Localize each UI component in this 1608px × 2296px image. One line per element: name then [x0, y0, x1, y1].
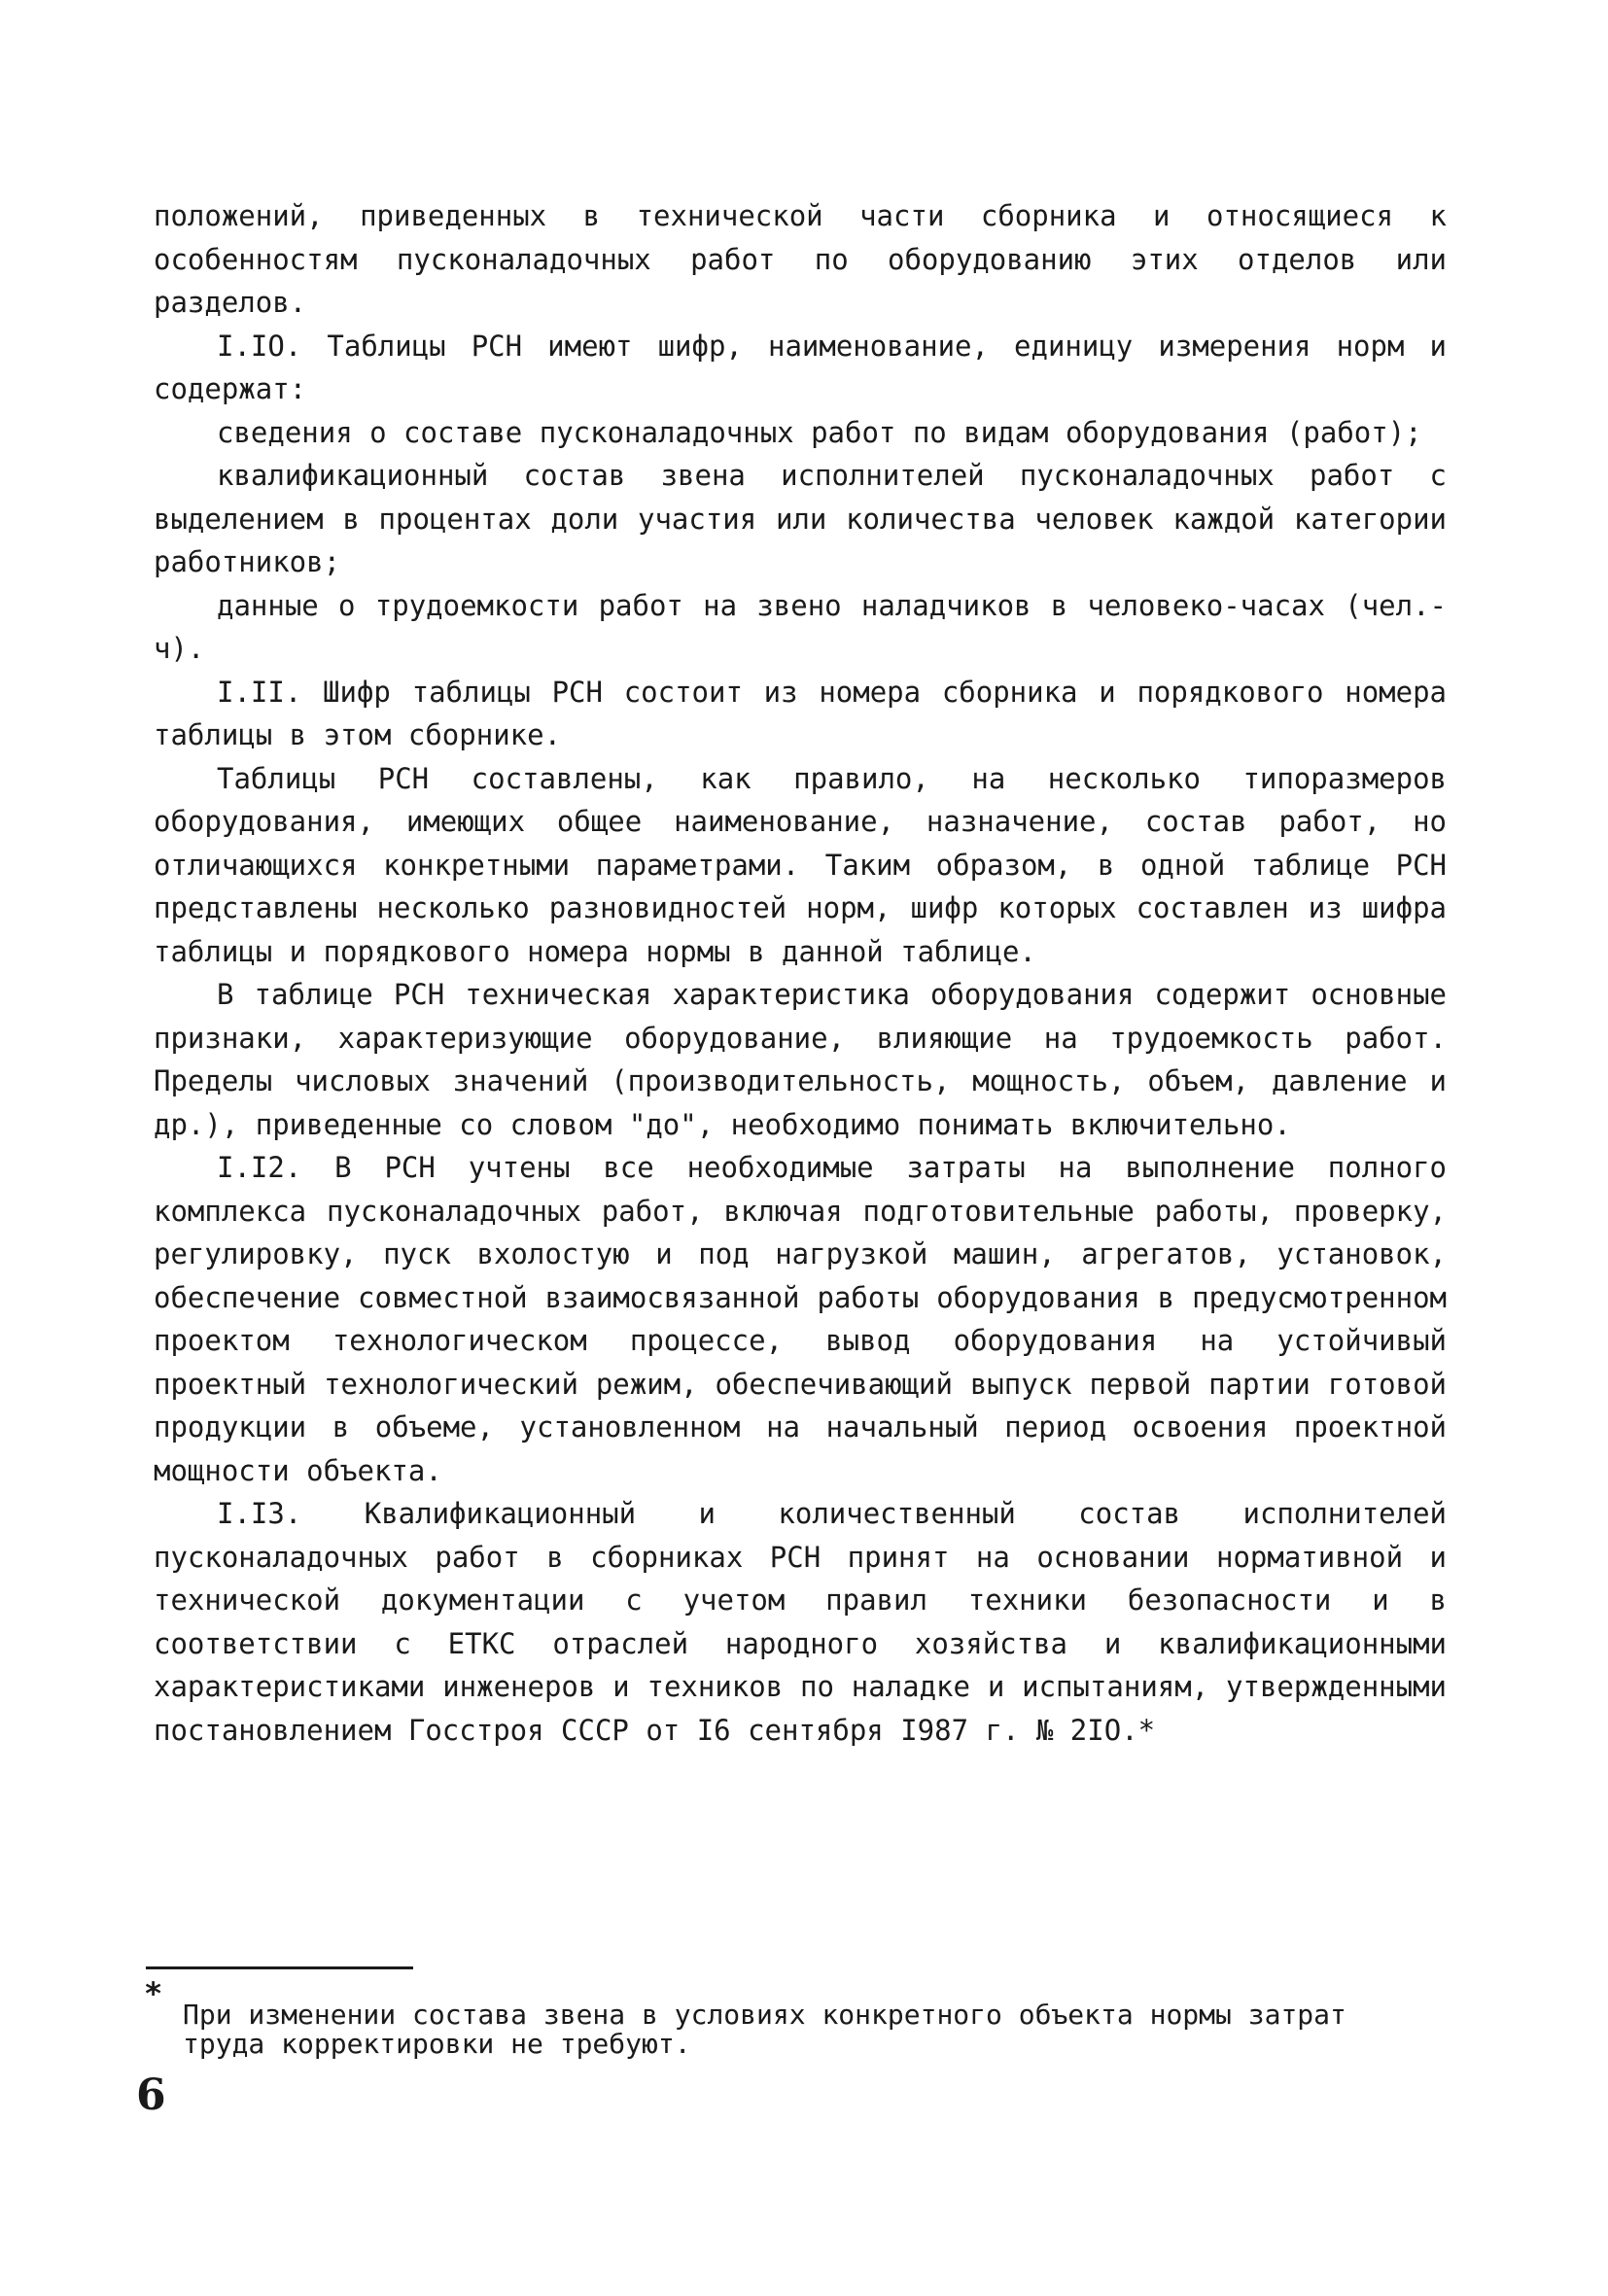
paragraph-p5: данные о трудоемкости работ на звено наладчиков в человеко-часах (чел.-ч).: [154, 588, 1447, 665]
footnote-divider: [146, 1966, 413, 1969]
body-text: [154, 194, 1447, 1752]
paragraph-p2: I.IO. Таблицы РСН имеют шифр, наименование, единицу измерения норм и содержат:: [154, 329, 1447, 405]
paragraph-p7: Таблицы РСН составлены, как правило, на несколько типоразмеров оборудования, имеющих общее наименование, назначение, состав работ, но отличающихся конкретными параметрами. Таким образом, в одной таблице РСН представлены несколько разновидностей норм, шифр которых составлен из шифра таблицы и порядкового номера нормы в данной таблице.: [154, 761, 1447, 968]
paragraph-p4: квалификационный состав звена исполнителей пусконаладочных работ с выделением в процентах доли участия или количества человек каждой категории работников;: [154, 459, 1447, 578]
footnote-text: При изменении состава звена в условиях конкретного объекта нормы затрат труда корректировки не требуют.: [183, 1999, 1346, 2060]
paragraph-p10: I.I3. Квалификационный и количественный состав исполнителей пусконаладочных работ в сборниках РСН принят на основании нормативной и технической документации с учетом правил техники безопасности и в соответствии с ЕТКС отраслей народного хозяйства и квалификационными характеристиками инженеров и техников по наладке и испытаниям, утвержденными постановлением Госстроя СССР от I6 сентября I987 г. № 2IO.*: [154, 1497, 1447, 1747]
page-number: 6: [136, 2070, 166, 2120]
paragraph-p6: I.II. Шифр таблицы РСН состоит из номера сборника и порядкового номера таблицы в этом сборнике.: [154, 675, 1447, 751]
paragraph-p9: I.I2. В РСН учтены все необходимые затраты на выполнение полного комплекса пусконаладочных работ, включая подготовительные работы, проверку, регулировку, пуск вхолостую и под нагрузкой машин, агрегатов, установок, обеспечение совместной взаимосвязанной работы оборудования в предусмотренном проектом технологическом процессе, вывод оборудования на устойчивый проектный технологический режим, обеспечивающий выпуск первой партии готовой продукции в объеме, установленном на начальный период освоения проектной мощности объекта.: [154, 1151, 1447, 1487]
paragraph-p8: В таблице РСН техническая характеристика оборудования содержит основные признаки, характеризующие оборудование, влияющие на трудоемкость работ. Пределы числовых значений (производительность, мощность, объем, давление и др.), приведенные со словом "до", необходимо понимать включительно.: [154, 978, 1447, 1141]
paragraph-p3: сведения о составе пусконаладочных работ по видам оборудования (работ);: [217, 415, 1422, 449]
footnote-mark: *: [144, 1975, 163, 2012]
paragraph-p1: положений, приведенных в технической части сборника и относящиеся к особенностям пусконаладочных работ по оборудованию этих отделов или разделов.: [154, 199, 1447, 319]
